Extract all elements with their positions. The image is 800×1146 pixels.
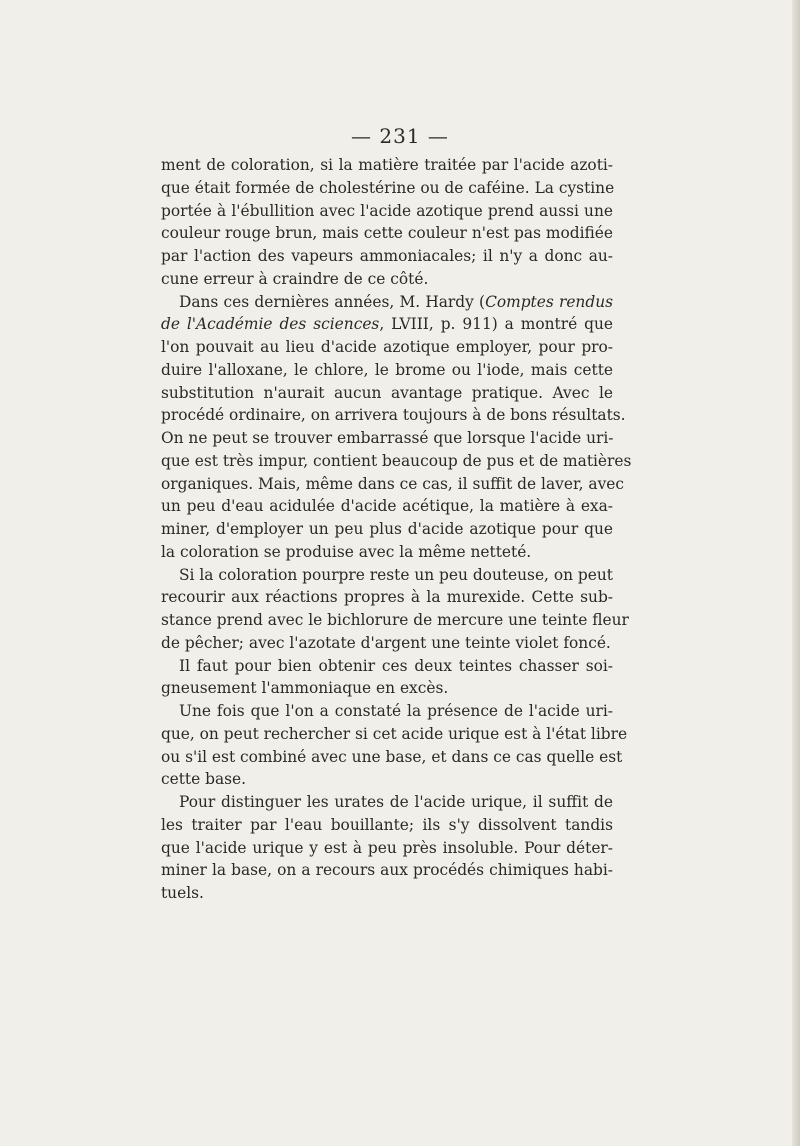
text-line: Si la coloration pourpre reste un peu douteuse, on peut bbox=[179, 565, 613, 584]
text-line: couleur rouge brun, mais cette couleur n'est pas modifiée bbox=[161, 224, 613, 243]
text-line: ment de coloration, si la matière traitée par l'acide azoti- bbox=[161, 156, 613, 174]
paragraph-5 bbox=[161, 700, 628, 791]
text-line: Il faut pour bien obtenir ces deux teintes chasser soi- bbox=[179, 656, 613, 675]
paragraph-1 bbox=[161, 154, 613, 291]
text-line: miner la base, on a recours aux procédés chimiques habi- bbox=[161, 861, 613, 880]
text-line: la coloration se produise avec la même netteté. bbox=[161, 542, 532, 561]
text-line: Pour distinguer les urates de l'acide urique, il suffit de bbox=[179, 793, 613, 811]
text-line: que l'acide urique y est à peu près insoluble. Pour déter- bbox=[161, 838, 613, 857]
text-line: substitution n'aurait aucun avantage pratique. Avec le bbox=[161, 383, 613, 402]
paragraph-4 bbox=[161, 655, 613, 701]
text-line: par l'action des vapeurs ammoniacales; il n'y a donc au- bbox=[161, 247, 613, 265]
text-line: cune erreur à craindre de ce côté. bbox=[161, 269, 429, 288]
text-line: de pêcher; avec l'azotate d'argent une teinte violet foncé. bbox=[161, 633, 611, 652]
text-line: stance prend avec le bichlorure de mercure une teinte fleur bbox=[161, 611, 629, 629]
page-edge bbox=[792, 0, 800, 1146]
citation-source: de l'Académie des sciences bbox=[161, 315, 380, 334]
page-number: — 231 — bbox=[351, 124, 449, 148]
text-line: miner, d'employer un peu plus d'acide azotique pour que bbox=[161, 520, 613, 538]
text-line: On ne peut se trouver embarrassé que lorsque l'acide uri- bbox=[161, 429, 614, 447]
text-line: portée à l'ébullition avec l'acide azotique prend aussi une bbox=[161, 201, 613, 220]
text-line bbox=[161, 313, 613, 336]
text-line: que, on peut rechercher si cet acide urique est à l'état libre bbox=[161, 724, 628, 743]
paragraph-3 bbox=[161, 564, 629, 655]
text-line: cette base. bbox=[161, 770, 247, 789]
text-run: , LVIII, p. 911) a montré que bbox=[379, 315, 613, 334]
text-line: duire l'alloxane, le chlore, le brome ou l'iode, mais cette bbox=[161, 360, 613, 379]
text-line: gneusement l'ammoniaque en excès. bbox=[161, 679, 449, 698]
text-line: ou s'il est combiné avec une base, et dans ce cas quelle est bbox=[161, 747, 623, 766]
text-line: recourir aux réactions propres à la murexide. Cette sub- bbox=[161, 588, 613, 607]
text-line: que était formée de cholestérine ou de caféine. La cystine bbox=[161, 178, 615, 197]
text-line: tuels. bbox=[161, 884, 204, 902]
text-line: que est très impur, contient beaucoup de pus et de matières bbox=[161, 451, 632, 470]
text-line: Une fois que l'on a constaté la présence de l'acide uri- bbox=[179, 702, 613, 720]
text-line: organiques. Mais, même dans ce cas, il suffit de laver, avec bbox=[161, 474, 624, 493]
text-line bbox=[161, 291, 613, 314]
paragraph-6 bbox=[161, 791, 613, 905]
citation-title: Comptes rendus bbox=[485, 292, 613, 311]
body-text bbox=[161, 154, 632, 905]
paragraph-2 bbox=[161, 291, 632, 564]
text-line: un peu d'eau acidulée d'acide acétique, la matière à exa- bbox=[161, 497, 613, 516]
text-line: l'on pouvait au lieu d'acide azotique employer, pour pro- bbox=[161, 338, 613, 356]
text-line: les traiter par l'eau bouillante; ils s'y dissolvent tandis bbox=[161, 815, 613, 834]
text-run: Dans ces dernières années, M. Hardy ( bbox=[179, 292, 486, 311]
text-line: procédé ordinaire, on arrivera toujours à de bons résultats. bbox=[161, 406, 626, 425]
